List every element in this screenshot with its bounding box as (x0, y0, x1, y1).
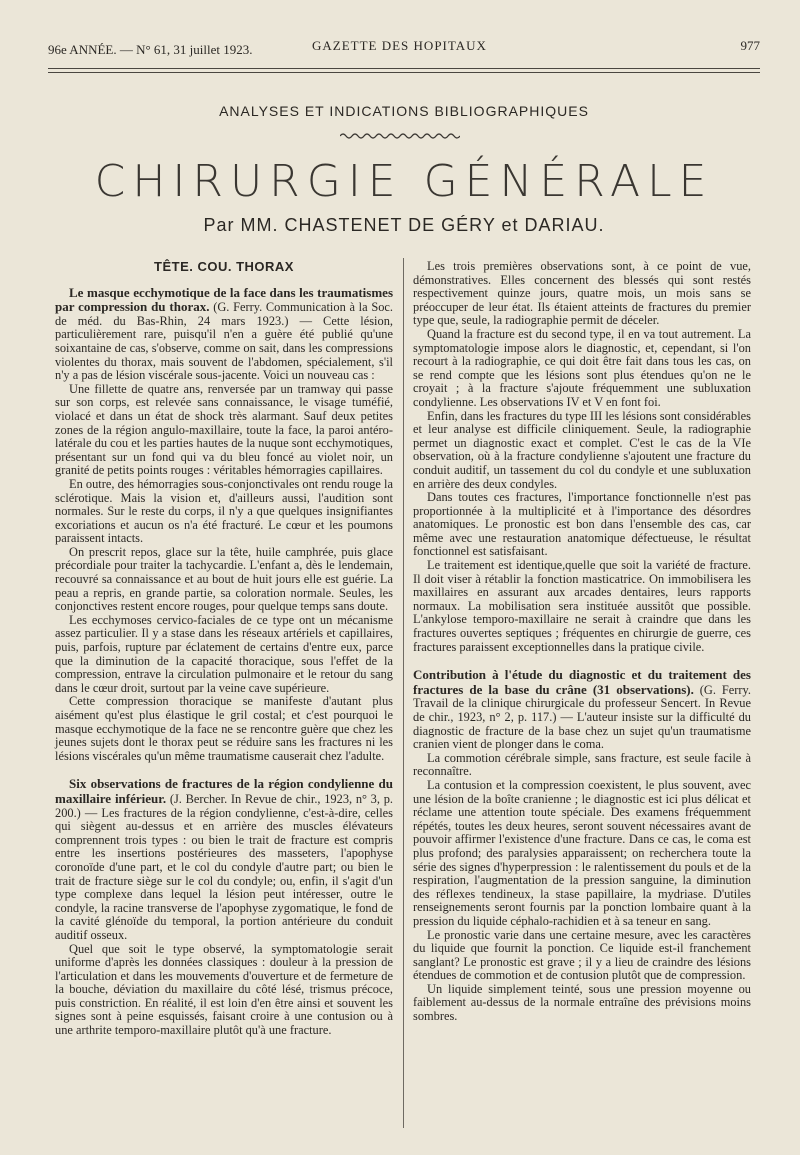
article-title: Le masque ecchymotique de la face dans les traumatismes par compression du thorax. (55, 284, 393, 315)
column-divider (403, 258, 404, 1128)
paragraph: Quel que soit le type observé, la symptomatologie serait uniforme d'après les données classiques : douleur à la pression de l'articulation et dans les mouvements d'ouverture et de fermeture de la bouche, déviation du maxillaire du côté lésé, trismus précoce, puis constriction. En réalité, il est loin d'en être ainsi et souvent les signes sont à peine esquissés, faisant croire à une contusion ou à une arthrite temporo-maxillaire plutôt qu'à une fracture. (55, 941, 393, 1038)
paragraph: Un liquide simplement teinté, sous une pression moyenne ou faiblement au-dessus de la normale entraîne des prévisions moins sombres. (413, 981, 751, 1024)
paragraph: Quand la fracture est du second type, il en va tout autrement. La symptomatologie impose alors le diagnostic, et, cependant, si l'on recourt à la radiographie, ce qui doit être fait dans tous les cas, on se rend compte que les lésions sont plus étendues qu'on ne le croyait ; à la fracture s'ajoute fréquemment une subluxation condylienne. Les observations IV et V en font foi. (413, 326, 751, 409)
paragraph: En outre, des hémorragies sous-conjonctivales ont rendu rouge la sclérotique. Mais la vision et, d'ailleurs aussi, l'audition sont normales. Sur le reste du corps, il n'y a que quelques insignifiantes excoriations et aucun os n'a été fracturé. Le cœur et les poumons paraissent intacts. (55, 476, 393, 546)
wavy-ornament (340, 132, 460, 140)
article-text: (G. Ferry. Communication à la Soc. de méd. du Bas-Rhin, 24 mars 1923.) — Cette lésion, particulièrement rare, puisqu'il n'en a guère été publié qu'une soixantaine de cas, s'observe, comme on sait, dans les compressions violentes du thorax, mais souvent de l'abdomen, spécialement, s'il n'y a pas de lésion viscérale sous-jacente. Voici un nouveau cas : (55, 300, 394, 383)
article-fractures-condyliennes-continued (413, 260, 751, 654)
article-text: (G. Ferry. Travail de la clinique chirurgicale du professeur Sencert. In Revue de chir., 1923, n° 2, p. 117.) — L'auteur insiste sur la difficulté du diagnostic de fracture de la base chez un sujet qu'un traumatisme cranien vient de plonger dans le coma. (413, 682, 751, 752)
paragraph: Le pronostic varie dans une certaine mesure, avec les caractères du liquide que fournit la ponction. Ce liquide est-il franchement sanglant? Le pronostic est grave ; il y a lieu de craindre des lésions étendues de commotion et de contusion plutôt que de compression. (413, 927, 751, 983)
paragraph: Les trois premières observations sont, à ce point de vue, démonstratives. Elles concernent des blessés qui sont restés respectivement quinze jours, quatre mois, un mois sans se préoccuper de leur état. Ils étaient atteints de fractures du premier type que, seule, la radiographie permit de déceler. (413, 259, 751, 328)
subsection-heading: TÊTE. COU. THORAX (154, 259, 294, 274)
paragraph: Dans toutes ces fractures, l'importance fonctionnelle n'est pas proportionnée à la multiplicité et à l'importance des désordres anatomiques. Le pronostic est bon dans l'ensemble des cas, car même avec une restauration anatomique défectueuse, le résultat fonctionnel est satisfaisant. (413, 490, 751, 559)
paragraph: La commotion cérébrale simple, sans fracture, est seule facile à reconnaître. (413, 750, 751, 779)
left-column (55, 260, 393, 1038)
section-heading: ANALYSES ET INDICATIONS BIBLIOGRAPHIQUES (219, 103, 589, 119)
article-fractures-condyliennes (55, 777, 393, 1037)
byline: Par MM. CHASTENET DE GÉRY et DARIAU. (203, 215, 605, 235)
journal-title: GAZETTE DES HOPITAUX (312, 38, 487, 53)
paragraph: Enfin, dans les fractures du type III les lésions sont considérables et leur analyse est difficile cliniquement. Seule, la radiographie permet un diagnostic exact et complet. C'est le cas de la VIe observation, où à la fracture condylienne s'ajoutent une fracture du conduit auditif, un tassement du col du condyle et une subluxation en arrière des deux condyles. (413, 408, 751, 491)
article-base-du-crane (413, 668, 751, 1023)
article-text: (J. Bercher. In Revue de chir., 1923, n° 3, p. 200.) — Les fractures de la région condylienne, c'est-à-dire, celles qui siègent au-dessus et en arrière des muscles élévateurs comprennent trois types : ou bien le trait de fracture est compris entre les insertions postérieures des masseters, l'apophyse coronoïde d'une part, et le col du condyle d'autre part; ou bien le trait de fracture siège sur le col du condyle; ou, enfin, il s'agit d'un type complexe dans lequel la lésion peut intéresser, outre le condyle, la racine transverse de l'apophyse zygomatique, le fond de la cavité glénoïde du temporal, la portion antérieure du conduit auditif osseux. (55, 791, 393, 942)
article-masque-ecchymotique (55, 286, 393, 764)
running-header (48, 38, 760, 62)
header-rule-top (48, 68, 760, 69)
paragraph: On prescrit repos, glace sur la tête, huile camphrée, puis glace précordiale pour traiter la tachycardie. L'enfant a, dès le lendemain, recouvré sa connaissance et au bout de huit jours elle est guérie. La peau a repris, en grande partie, sa coloration normale. Seules, les conjonctives restent encore rouges, pour quelque temps sans doute. (55, 544, 393, 614)
paragraph: La contusion et la compression coexistent, le plus souvent, avec une lésion de la boîte cranienne ; le diagnostic est ici plus délicat et réclame une attention toute spéciale. Des examens fréquemment répétés, toutes les deux heures, seront souvent nécessaires avant de pouvoir affirmer l'existence d'une fracture. Dans ce cas, le coma est plus profond; des paralysies apparaissent; on recherchera toute la série des signes d'hyperpression : le ralentissement du pouls et de la respiration, l'augmentation de la pression sanguine, la diminution des réflexes tendineux, la stase papillaire, la mydriase. D'utiles renseignements seront fournis par la ponction lombaire quant à la pression du liquide céphalo-rachidien et à sa teneur en sang. (413, 777, 751, 928)
paragraph: Une fillette de quatre ans, renversée par un tramway qui passe sur son corps, est relevée sans connaissance, le visage tuméfié, violacé et dans un état de shock très alarmant. Sauf deux petites zones de la région angulo-maxillaire, toute la face, la paroi antéro-latérale du cou et les parties hautes de la nuque sont ecchymotiques, présentant sur un fond qui va du bleu foncé au violet noir, un granité de petits points rouges : véritables hémorragies capillaires. (55, 381, 393, 478)
article-title: Contribution à l'étude du diagnostic et du traitement des fractures de la base du crâne (31 observations). (413, 667, 751, 697)
article-title: Six observations de fractures de la région condylienne du maxillaire inférieur. (55, 776, 393, 806)
main-title: CHIRURGIE GÉNÉRALE (94, 156, 714, 207)
header-rule-bottom (48, 72, 760, 73)
paragraph: Le traitement est identique,quelle que soit la variété de fracture. Il doit viser à rétablir la fonction masticatrice. On immobilisera les maxillaires en assurant aux arcades dentaires, leurs rapports normaux. La mobilisation sera instituée aussitôt que possible. L'ankylose temporo-maxillaire ne serait à craindre que dans les fractures ouvertes septiques ; fréquentes en chirurgie de guerre, ces fractures paraissent exceptionnelles dans la pratique civile. (413, 558, 751, 654)
issue-info: 96e ANNÉE. — N° 61, 31 juillet 1923. (48, 42, 253, 57)
page-number: 977 (740, 38, 760, 53)
paragraph: Les ecchymoses cervico-faciales de ce type ont un mécanisme assez particulier. Il y a stase dans les réseaux artériels et capillaires, puis, parfois, rupture par éclatement de certains d'entre eux, parce que la diminution de la capacité thoracique, sous l'effet de la compression, entrave la circulation pulmonaire et le retour du sang dans le cœur droit, surtout par la veine cave supérieure. (55, 612, 393, 695)
paragraph: Cette compression thoracique se manifeste d'autant plus aisément qu'est plus élastique le gril costal; et c'est pourquoi le masque ecchymotique de la face ne se rencontre guère que chez les jeunes sujets dont le thorax peut se réduire sans les fractures ni les lésions viscérales qu'un même traumatisme causerait chez l'adulte. (55, 694, 393, 763)
right-column (413, 260, 751, 1024)
